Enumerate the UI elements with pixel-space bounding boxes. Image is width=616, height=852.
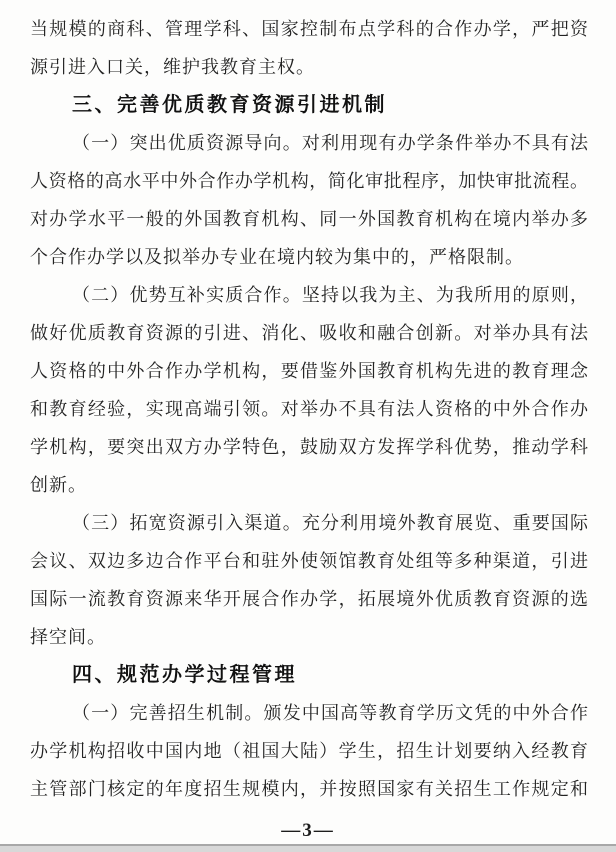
section-heading-4: 四、规范办学过程管理 [72, 664, 297, 686]
text-line: 国际一流教育资源来华开展合作办学，拓展境外优质教育资源的选 [30, 589, 588, 609]
page-number: —3— [281, 820, 335, 841]
text-line: 对办学水平一般的外国教育机构、同一外国教育机构在境内举办多 [30, 209, 588, 229]
text-line: 创新。 [30, 475, 87, 495]
text-line: 会议、双边多边合作平台和驻外使领馆教育处组等多种渠道，引进 [30, 551, 588, 571]
text-line: 当规模的商科、管理学科、国家控制布点学科的合作办学，严把资 [30, 19, 588, 39]
text-line: （一）完善招生机制。颁发中国高等教育学历文凭的中外合作 [72, 703, 588, 723]
text-line: 个合作办学以及拟举办专业在境内较为集中的，严格限制。 [30, 247, 524, 267]
text-line: 学机构，要突出双方办学特色，鼓励双方发挥学科优势，推动学科 [30, 437, 588, 457]
text-line: 和教育经验，实现高端引领。对举办不具有法人资格的中外合作办 [30, 399, 588, 419]
text-line: 择空间。 [30, 627, 106, 647]
text-line: （三）拓宽资源引入渠道。充分利用境外教育展览、重要国际 [72, 513, 588, 533]
page-edge-shadow [0, 844, 616, 852]
section-heading-3: 三、完善优质教育资源引进机制 [72, 94, 387, 116]
text-line: 源引进入口关，维护我教育主权。 [30, 57, 315, 77]
text-line: （二）优势互补实质合作。坚持以我为主、为我所用的原则， [72, 285, 588, 305]
text-line: 人资格的高水平中外合作办学机构，简化审批程序，加快审批流程。 [30, 171, 588, 191]
text-line: 办学机构招收中国内地（祖国大陆）学生，招生计划要纳入经教育 [30, 741, 588, 761]
text-line: （一）突出优质资源导向。对利用现有办学条件举办不具有法 [72, 133, 588, 153]
text-line: 人资格的中外合作办学机构，要借鉴外国教育机构先进的教育理念 [30, 361, 588, 381]
document-body [30, 10, 588, 808]
text-line: 做好优质教育资源的引进、消化、吸收和融合创新。对举办具有法 [30, 323, 588, 343]
text-line: 主管部门核定的年度招生规模内，并按照国家有关招生工作规定和 [30, 779, 588, 799]
